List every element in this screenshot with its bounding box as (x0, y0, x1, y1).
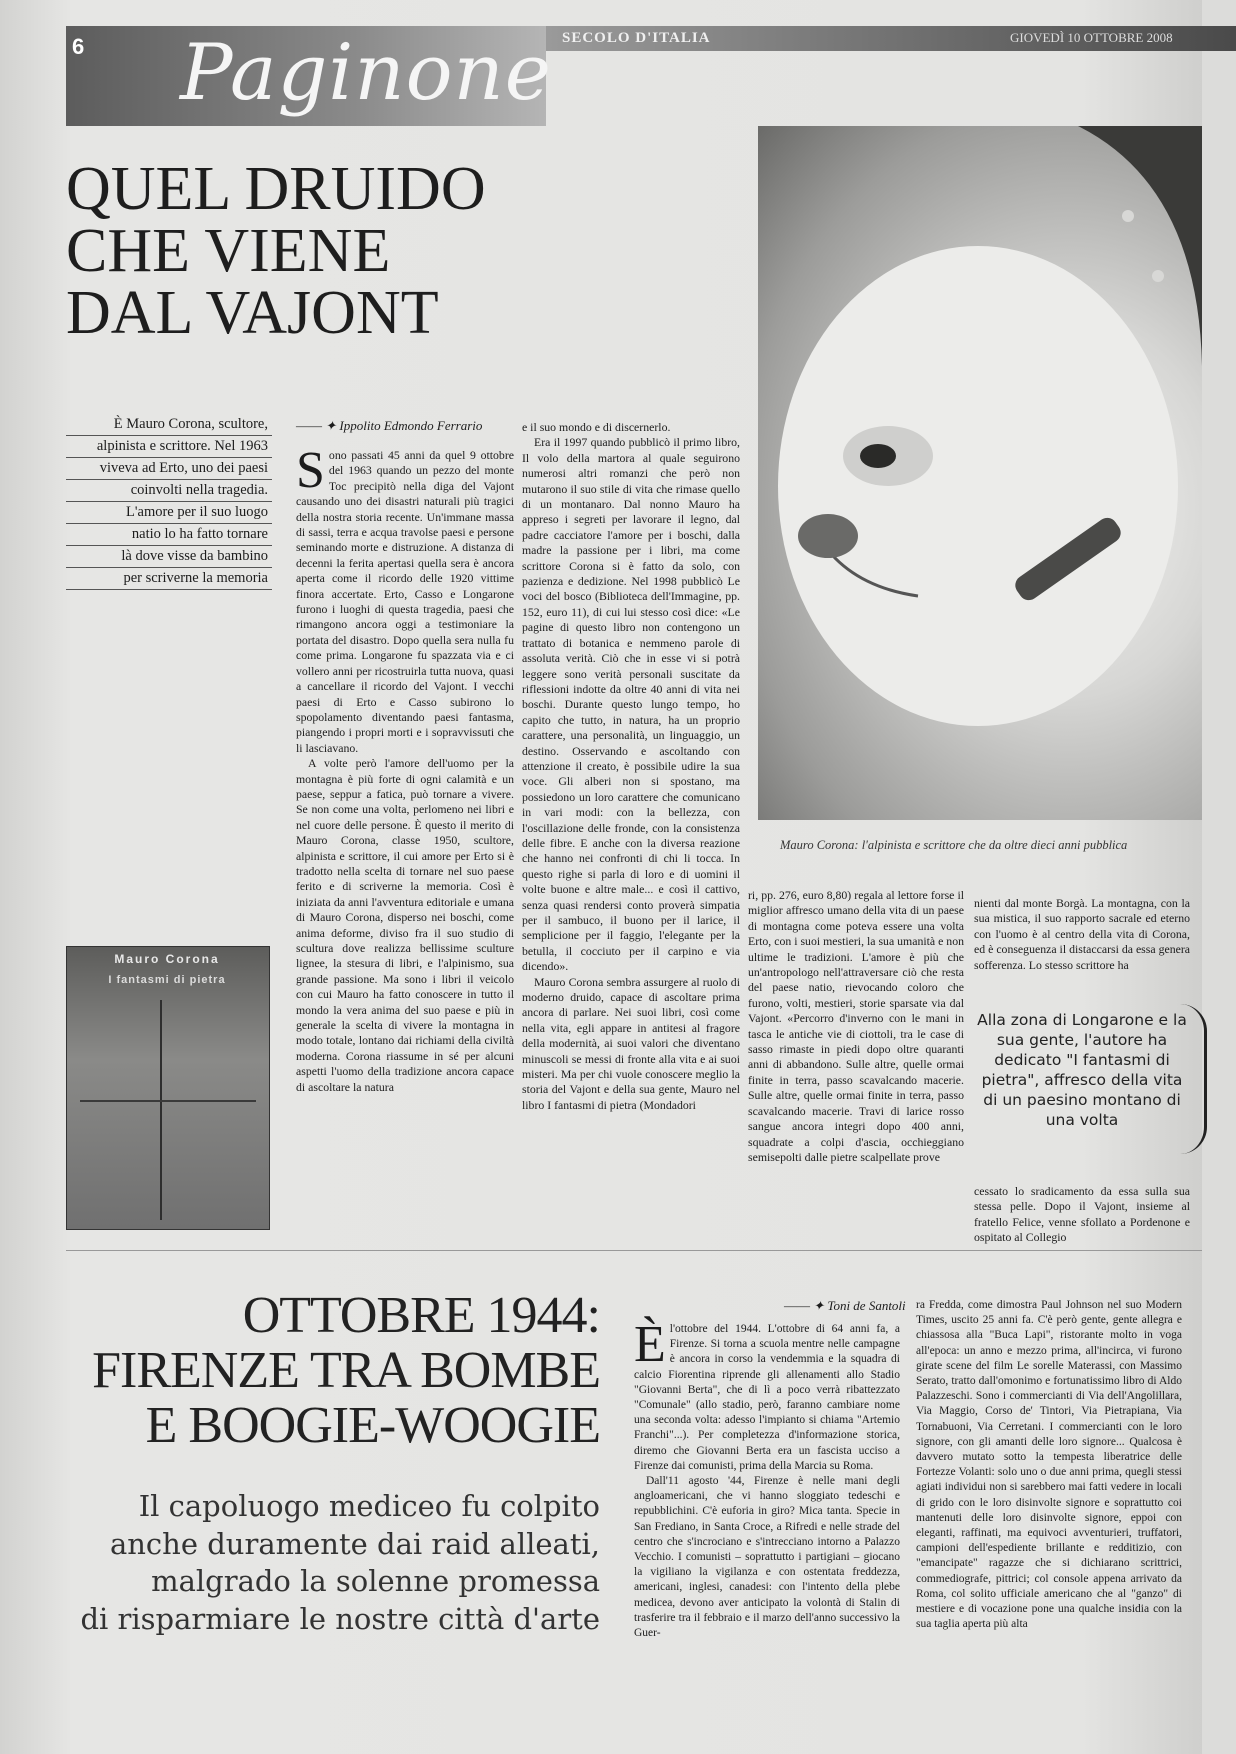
byline-author: Toni de Santoli (827, 1298, 906, 1313)
paragraph: ri, pp. 276, euro 8,80) regala al lettore forse il miglior affresco umano della vita di un paese di montagna come poteva essere una volta Erto, con i suoi mestieri, la sua umanità e non ultime le tradizioni. L'amore è più che un'antropologo nell'attraversare ciò che resta del paese natio, rievocando coloro che furono, volti, mestieri, storie sparsate via dal Vajont. «Percorro d'inverno con le mani in tasca le antiche vie di ciottoli, tra le case di sasso rimaste in piedi dopo oltre quaranti anni di abbandono. Sulle altre, quelle ormai finite in terra, passo scavalcando macerie. Sulle altre, quelle ormai finite in terra, passo scavalcando macerie. Travi di larice rosso sangue ancora integri dopo 400 anni, squadrate a colpi d'ascia, occhieggiano semisepolti dalle pietre scalpellate prove (748, 888, 964, 1164)
article2-column-1 (634, 1316, 900, 1742)
photo-caption: Mauro Corona: l'alpinista e scrittore che da oltre dieci anni pubblica (780, 838, 1128, 852)
paragraph (634, 1316, 900, 1474)
paragraph: A volte però l'amore dell'uomo per la montagna è più forte di ogni calamità e un paese, seppur a fatica, può tornare a vivere. Se non come una volta, perlomeno nei libri e nel cuore delle persone. È questo il merito di Mauro Corona, classe 1950, scultore, alpinista e scrittore, il cui amore per Erto si è tradotto nella scelta di tornare nel suo paese ferito e di scriverne la memoria. Così è iniziata da anni l'avventura editoriale e umana di Mauro Corona, disperso nei boschi, come anima deforme, diviso fra il suo studio di scultura dove realizza bellissime sculture lignee, la stesura di libri, e l'alpinismo, sua grande passione. Ma sono i libri il veicolo con cui Mauro ha fatto conoscere in tutto il mondo la vera anima del suo paese e più in generale la scelta di vivere la montagna in modo totale, lontano dai richiami della civiltà moderna. Corona riassume in sé per alcuni aspetti l'uomo della tradizione ancora capace di ascoltare la natura (296, 756, 514, 1094)
pull-quote: Alla zona di Longarone e la sua gente, l'autore ha dedicato "I fantasmi di pietra", affresco della vita di un paesino montano di una volta (977, 1011, 1187, 1129)
body-column-4-continued (974, 1184, 1190, 1245)
drop-cap: S (296, 442, 325, 499)
deck-line: Il capoluogo mediceo fu colpito (138, 1489, 600, 1523)
headline-2 (40, 1288, 600, 1453)
pull-quote-bracket (1180, 1004, 1207, 1154)
deck-line: anche duramente dai raid alleati, (109, 1526, 600, 1561)
summary-line: È Mauro Corona, scultore, (66, 414, 272, 436)
headline-line: CHE VIENE (66, 217, 391, 285)
headline (66, 155, 626, 347)
paragraph (296, 442, 514, 756)
book-author: Mauro Corona (114, 952, 220, 966)
summary-line: coinvolti nella tragedia. (66, 480, 272, 502)
summary-line: là dove visse da bambino (66, 546, 272, 568)
dog-photo-illustration (758, 126, 1202, 820)
deck (40, 1488, 600, 1639)
drop-cap: È (634, 1316, 666, 1373)
body-column-3 (748, 888, 964, 1232)
body-column-4 (974, 896, 1190, 988)
book-cover-pole (160, 1000, 162, 1220)
page-number: 6 (72, 34, 85, 59)
summary-line: L'amore per il suo luogo (66, 502, 272, 524)
byline-2: ―― ✦ Toni de Santoli (784, 1298, 906, 1313)
book-cover-wire (80, 1100, 256, 1102)
summary-line: natio lo ha fatto tornare (66, 524, 272, 546)
book-cover (66, 946, 270, 1230)
dateline: GIOVEDÌ 10 OTTOBRE 2008 (1010, 30, 1173, 45)
body-column-1 (296, 442, 514, 1228)
paragraph-text: ono passati 45 anni da quel 9 ottobre del 1963 quando un pezzo del monte Toc precipitò nella diga del Vajont causando uno dei disastri naturali più tragici della nostra storia recente. Un'immane massa di sassi, terra e acqua travolse paesi e persone seminando morte e distruzione. A distanza di decenni la ferita apertasi quella sera è ancora aperta come il ricordo delle 1920 vittime finora accertate. Erto, Casso e Longarone furono i luoghi di questa tragedia, paesi che rimangono ancora oggi a testimoniare la portata del disastro. Dopo quella sera nulla fu come prima. Longarone fu spazzata via e ci vollero anni per ricostruirla tutta nuova, quasi a cancellare il ricordo del Vajont. I vecchi paesi di Erto e Casso subirono lo spopolamento diventando paesi fantasma, piangendo i propri morti e i sopravvissuti che li lasciavano. (296, 448, 514, 755)
summary-box (66, 414, 272, 590)
byline: ―― ✦ Ippolito Edmondo Ferrario (296, 418, 483, 433)
headline-line: OTTOBRE 1944: (242, 1287, 600, 1344)
section-title: Paginone (180, 28, 552, 118)
body-column-2 (522, 420, 740, 1228)
masthead: SECOLO D'ITALIA (562, 30, 711, 46)
article-photo (758, 126, 1202, 820)
paragraph: Dall'11 agosto '44, Firenze è nelle mani degli angloamericani, che vi hanno sloggiato tedeschi e repubblichini. C'è euforia in giro? Mica tanta. Specie in San Frediano, in Santa Croce, a Rifredi e nelle strade del centro che s'incrociano e s'intrecciano intorno a Palazzo Vecchio. I comunisti – soprattutto i partigiani – giocano la vigiliano la vigilanza e con ostentata freddezza, americani, inglesi, canadesi: con l'intento della plebe medicea, devono aver anticipato la volontà di Stalin di trasferire tra il febbraio e il marzo dell'anno successivo la Guer- (634, 1475, 900, 1640)
article-divider (66, 1250, 1202, 1251)
paragraph: ra Fredda, come dimostra Paul Johnson nel suo Modern Times, uscito 25 anni fa. C'è però gente, gente allegra e chiassosa alla "Buca Lapi", ristorante molto in voga all'epoca: un anno e mezzo prima, all'incirca, vi furono girate scene del film Le sorelle Materassi, con Massimo Serato, tratto dall'omonimo e fortunatissimo libro di Aldo Palazzeschi. Sono i commercianti di Via dell'Angolillara, Via Maggio, Corso de' Tintori, Via Pietrapiana, Via Tornabuoni, Via Cerretani. I commercianti con le loro signore, con gli amanti delle loro signore... Qualcosa è davvero mutato sotto la tempesta liberatrice delle Fortezze Volanti: solo uno o due anni prima, quegli stessi agiati individui non si sarebbero mai fatti vedere in locali di grido con le loro disinvolte signore e soprattutto coi mantenuti delle loro disinvolte signore, eppoi con eleganti, raffinati, ma equivoci avventurieri, truffatori, campioni dell'espediente brillante e redditizio, con "emancipate" ragazze che si dichiarano scrittrici, commediografe, pittrici; col console appena arrivato da Roma, col solito ufficiale americano che al "ganzo" di mestiere e di vocazione pone una qualche insidia con la sua taglia aperta più alta (916, 1299, 1182, 1631)
byline-author: Ippolito Edmondo Ferrario (339, 418, 483, 433)
deck-line: malgrado la solenne promessa (151, 1564, 600, 1599)
summary-line: per scriverne la memoria (66, 568, 272, 590)
summary-line: alpinista e scrittore. Nel 1963 (66, 436, 272, 458)
headline-line: E BOOGIE-WOOGIE (145, 1397, 600, 1455)
deck-line: di risparmiare le nostre città d'arte (80, 1602, 600, 1637)
article2-column-2 (916, 1298, 1182, 1742)
paragraph: e il suo mondo e di discernerlo. (522, 420, 671, 434)
paragraph: Mauro Corona sembra assurgere al ruolo di moderno druido, capace di ascoltare prima ancora di parlare. Nei suoi libri, così come nella vita, egli appare in antitesi al fragore della modernità, ai suoi valori che diventano minuscoli se messi di fronte alla vita e ai suoi misteri. Ma per chi vuole conoscere meglio la storia del Vajont e della sua gente, Mauro nel libro I fantasmi di pietra (Mondadori (522, 974, 740, 1112)
headline-line: DAL VAJONT (66, 279, 439, 347)
paragraph: cessato lo sradicamento da essa sulla sua stessa pelle. Dopo il Vajont, insieme al fratello Felice, venne sfollato a Pordenone e ospitato al Collegio (974, 1184, 1190, 1245)
paragraph: nienti dal monte Borgà. La montagna, con la sua mistica, il suo rapporto sacrale ed eterno con l'uomo è al centro della vita di Corona, ed è conseguenza il distaccarsi da essa genera sofferenza. Lo stesso scrittore ha (974, 896, 1190, 972)
headline-line: FIRENZE TRA BOMBE (92, 1342, 600, 1400)
headline-line: QUEL DRUIDO (66, 155, 486, 223)
paragraph-text: l'ottobre del 1944. L'ottobre di 64 anni fa, a Firenze. Si torna a scuola mentre nelle campagne è ancora in corso la vendemmia e la squadra di calcio Fiorentina riprende gli allenamenti allo Stadio "Giovanni Berta", che di lì a poco verrà ribattezzato "Comunale" (allo stadio, però, faranno cambiare nome una seconda volta: adesso l'impianto si chiama "Artemio Franchi"...). Per completezza d'informazione storica, diremo che Giovanni Berta era un fascista ucciso a Firenze dai comunisti, prima della Marcia su Roma. (634, 1323, 900, 1472)
paragraph: Era il 1997 quando pubblicò il primo libro, Il volo della martora al quale seguirono numerosi altri romanzi che però non mutarono il suo stile di vita che rimase quello di un montanaro. Dal nonno Mauro ha appreso i segreti per lavorare il legno, dal padre cacciatore l'amore per i boschi, dalla madre la passione per i libri, ma come scrittore Corona si è fatto da solo, con pazienza e dedizione. Nel 1998 pubblicò Le voci del bosco (Biblioteca dell'Immagine, pp. 152, euro 11), di cui lui stesso così dice: «Le pagine di questo libro non contengono un trattato di botanica e nemmeno parole di assoluta verità. Ciò che in esse vi si potrà leggere sono verità personali suscitate da riflessioni indotte da oltre 40 anni di vita nei boschi. Durante questo lungo tempo, ho capito che tutto, in natura, ha un proprio carattere, una personalità, un linguaggio, un destino. Osservando e ascoltando con attenzione il creato, è possibile udire la sua voce. Gli alberi non si spostano, ma possiedono un loro carattere che comunicano in vari modi: con la bellezza, con l'oscillazione delle fronde, con la consistenza delle fibre. E anche con la diversa reazione che hanno nei confronti di chi li tocca. In questo righe si parla di loro e di uomini il volte buone e altre male... e così il cattivo, senza quasi rendersi conto proverà simpatia per il sambuco, il buono per il larice, il semplicione per il faggio, l'elegante per la betulla, il cocciuto per il carpino e via dicendo». (522, 435, 740, 974)
book-title: I fantasmi di pietra (108, 974, 226, 986)
summary-line: viveva ad Erto, uno dei paesi (66, 458, 272, 480)
